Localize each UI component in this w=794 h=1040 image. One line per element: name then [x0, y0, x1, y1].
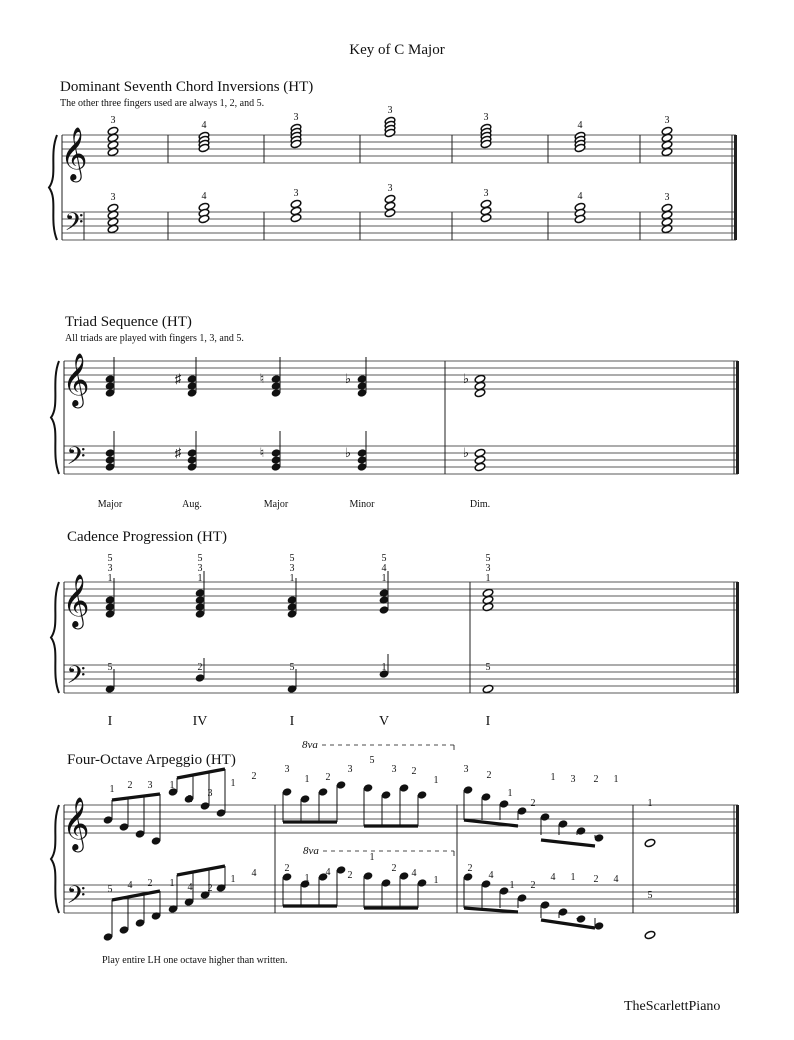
final-notehead — [644, 838, 656, 847]
final-barline — [734, 135, 737, 240]
rh-finger: 1 — [109, 784, 115, 795]
lh-finger: 1 — [304, 873, 310, 884]
beam — [464, 820, 518, 826]
quality-label: Major — [97, 499, 123, 510]
lh-finger: 1 — [369, 852, 375, 863]
rh-finger: 3 — [570, 774, 576, 785]
rh-finger: 3 — [284, 764, 290, 775]
lh-finger: 2 — [147, 878, 153, 889]
page-title: Key of C Major — [349, 42, 445, 58]
beam — [177, 866, 225, 875]
rh-finger: 3 — [207, 788, 213, 799]
brace — [49, 135, 57, 240]
accidental: ♭ — [344, 445, 352, 460]
lh-finger: 5 — [485, 662, 491, 673]
section-heading-cadence: Cadence Progression (HT) — [67, 529, 227, 545]
section-note-dominant: The other three fingers used are always 1, 2, and 5. — [60, 98, 265, 109]
section-heading-triad: Triad Sequence (HT) — [65, 314, 192, 330]
lh-finger: 4 — [325, 867, 331, 878]
beam — [177, 769, 225, 778]
lh-finger: 4 — [201, 191, 207, 202]
rh-finger: 3 — [387, 105, 393, 116]
section-note-arpeggio: Play entire LH one octave higher than written. — [102, 955, 288, 966]
lh-finger: 4 — [411, 868, 417, 879]
rh-finger: 1 — [169, 780, 175, 791]
lh-finger: 2 — [284, 863, 290, 874]
lh-finger: 3 — [387, 183, 393, 194]
lh-finger: 5 — [107, 662, 113, 673]
rh-finger: 3 — [107, 563, 113, 574]
lh-finger: 3 — [664, 192, 670, 203]
rh-finger: 3 — [463, 764, 469, 775]
chord-notehead — [474, 462, 486, 471]
rh-finger: 3 — [485, 563, 491, 574]
staves — [49, 127, 739, 915]
rh-finger: 1 — [197, 573, 203, 584]
lh-finger: 3 — [110, 192, 116, 203]
rh-finger: 4 — [381, 563, 387, 574]
ottava-mark: 8va — [303, 845, 319, 857]
rh-finger: 3 — [197, 563, 203, 574]
lh-finger: 4 — [550, 872, 556, 883]
final-barline — [736, 361, 739, 474]
beam — [541, 840, 595, 846]
chord-notehead — [480, 213, 492, 222]
lh-finger: 5 — [647, 890, 653, 901]
quality-label: Minor — [349, 499, 375, 510]
rh-finger: 1 — [289, 573, 295, 584]
lh-finger: 1 — [570, 872, 576, 883]
rh-finger: 2 — [411, 766, 417, 777]
lh-finger: 5 — [107, 884, 113, 895]
bass-clef-icon: 𝄢 — [64, 209, 84, 242]
final-barline — [736, 582, 739, 693]
section-note-triad: All triads are played with fingers 1, 3, and 5. — [65, 333, 244, 344]
lh-finger: 4 — [251, 868, 257, 879]
ottava-mark: 8va — [302, 739, 318, 751]
lh-finger: 1 — [381, 662, 387, 673]
rh-finger: 5 — [197, 553, 203, 564]
treble-clef-icon: 𝄞 — [62, 354, 90, 405]
rh-finger: 1 — [381, 573, 387, 584]
rh-finger: 2 — [251, 771, 257, 782]
rh-finger: 4 — [577, 120, 583, 131]
rh-finger: 3 — [347, 764, 353, 775]
quality-label: Dim. — [469, 499, 491, 510]
roman-numeral: V — [378, 714, 390, 729]
quality-label: Major — [263, 499, 289, 510]
beam — [541, 920, 595, 928]
roman-numeral: IV — [192, 714, 208, 729]
chord-notehead — [474, 388, 486, 397]
labels — [98, 105, 670, 901]
lh-finger: 3 — [293, 188, 299, 199]
rh-finger: 2 — [187, 794, 193, 805]
rh-finger: 5 — [289, 553, 295, 564]
rh-finger: 2 — [593, 774, 599, 785]
rh-finger: 2 — [325, 772, 331, 783]
lh-finger: 2 — [207, 883, 213, 894]
rh-finger: 3 — [289, 563, 295, 574]
rh-finger: 5 — [485, 553, 491, 564]
accidental: ♮ — [259, 371, 265, 386]
treble-clef-icon: 𝄞 — [62, 798, 90, 849]
lh-finger: 3 — [483, 188, 489, 199]
footer-brand: TheScarlettPiano — [624, 999, 721, 1014]
lh-finger: 1 — [169, 878, 175, 889]
rh-finger: 2 — [127, 780, 133, 791]
rh-finger: 5 — [381, 553, 387, 564]
lh-finger: 2 — [467, 863, 473, 874]
quality-label: Aug. — [182, 499, 202, 510]
accidental: ♯ — [174, 371, 182, 386]
accidental: ♭ — [462, 371, 470, 386]
rh-finger: 3 — [110, 115, 116, 126]
lh-finger: 2 — [197, 662, 203, 673]
rh-finger: 5 — [369, 755, 375, 766]
rh-finger: 1 — [613, 774, 619, 785]
rh-finger: 3 — [293, 112, 299, 123]
rh-finger: 1 — [230, 778, 236, 789]
beam — [112, 794, 160, 800]
section-heading-dominant: Dominant Seventh Chord Inversions (HT) — [60, 79, 314, 95]
rh-finger: 3 — [147, 780, 153, 791]
brace — [51, 582, 59, 693]
lh-finger: 4 — [488, 870, 494, 881]
rh-finger: 1 — [107, 573, 113, 584]
accidental: ♯ — [174, 445, 182, 460]
rh-finger: 5 — [107, 553, 113, 564]
rh-finger: 4 — [201, 120, 207, 131]
final-barline — [736, 805, 739, 913]
accidental: ♭ — [462, 445, 470, 460]
roman-numeral: I — [289, 714, 295, 729]
rh-finger: 3 — [391, 764, 397, 775]
lh-finger: 1 — [433, 875, 439, 886]
lh-finger: 1 — [509, 880, 515, 891]
accidental: ♮ — [259, 445, 265, 460]
treble-clef-icon: 𝄞 — [60, 128, 88, 179]
chord-notehead — [290, 213, 302, 222]
rh-finger: 2 — [530, 798, 536, 809]
brace — [51, 361, 59, 474]
final-notehead — [644, 930, 656, 939]
accidental: ♭ — [344, 371, 352, 386]
bass-clef-icon: 𝄢 — [66, 882, 86, 915]
lh-finger: 5 — [289, 662, 295, 673]
bass-clef-icon: 𝄢 — [66, 443, 86, 476]
rh-finger: 3 — [664, 115, 670, 126]
roman-numeral: I — [485, 714, 491, 729]
rh-finger: 1 — [304, 774, 310, 785]
rh-finger: 1 — [485, 573, 491, 584]
lh-finger: 4 — [577, 191, 583, 202]
rh-finger: 1 — [507, 788, 513, 799]
brace — [51, 805, 59, 913]
lh-finger: 4 — [127, 880, 133, 891]
lh-finger: 2 — [530, 880, 536, 891]
rh-finger: 3 — [483, 112, 489, 123]
lh-finger: 4 — [187, 882, 193, 893]
treble-clef-icon: 𝄞 — [62, 575, 90, 626]
lh-finger: 2 — [347, 870, 353, 881]
bass-clef-icon: 𝄢 — [66, 662, 86, 695]
chord-notehead — [384, 208, 396, 217]
beam — [464, 908, 518, 912]
rh-finger: 1 — [433, 775, 439, 786]
rh-finger: 1 — [550, 772, 556, 783]
lh-finger: 4 — [613, 874, 619, 885]
section-heading-arpeggio: Four-Octave Arpeggio (HT) — [67, 752, 236, 768]
lh-finger: 2 — [593, 874, 599, 885]
lh-finger: 2 — [391, 863, 397, 874]
rh-finger: 1 — [647, 798, 653, 809]
lh-finger: 1 — [230, 874, 236, 885]
rh-finger: 2 — [486, 770, 492, 781]
roman-numeral: I — [107, 714, 113, 729]
